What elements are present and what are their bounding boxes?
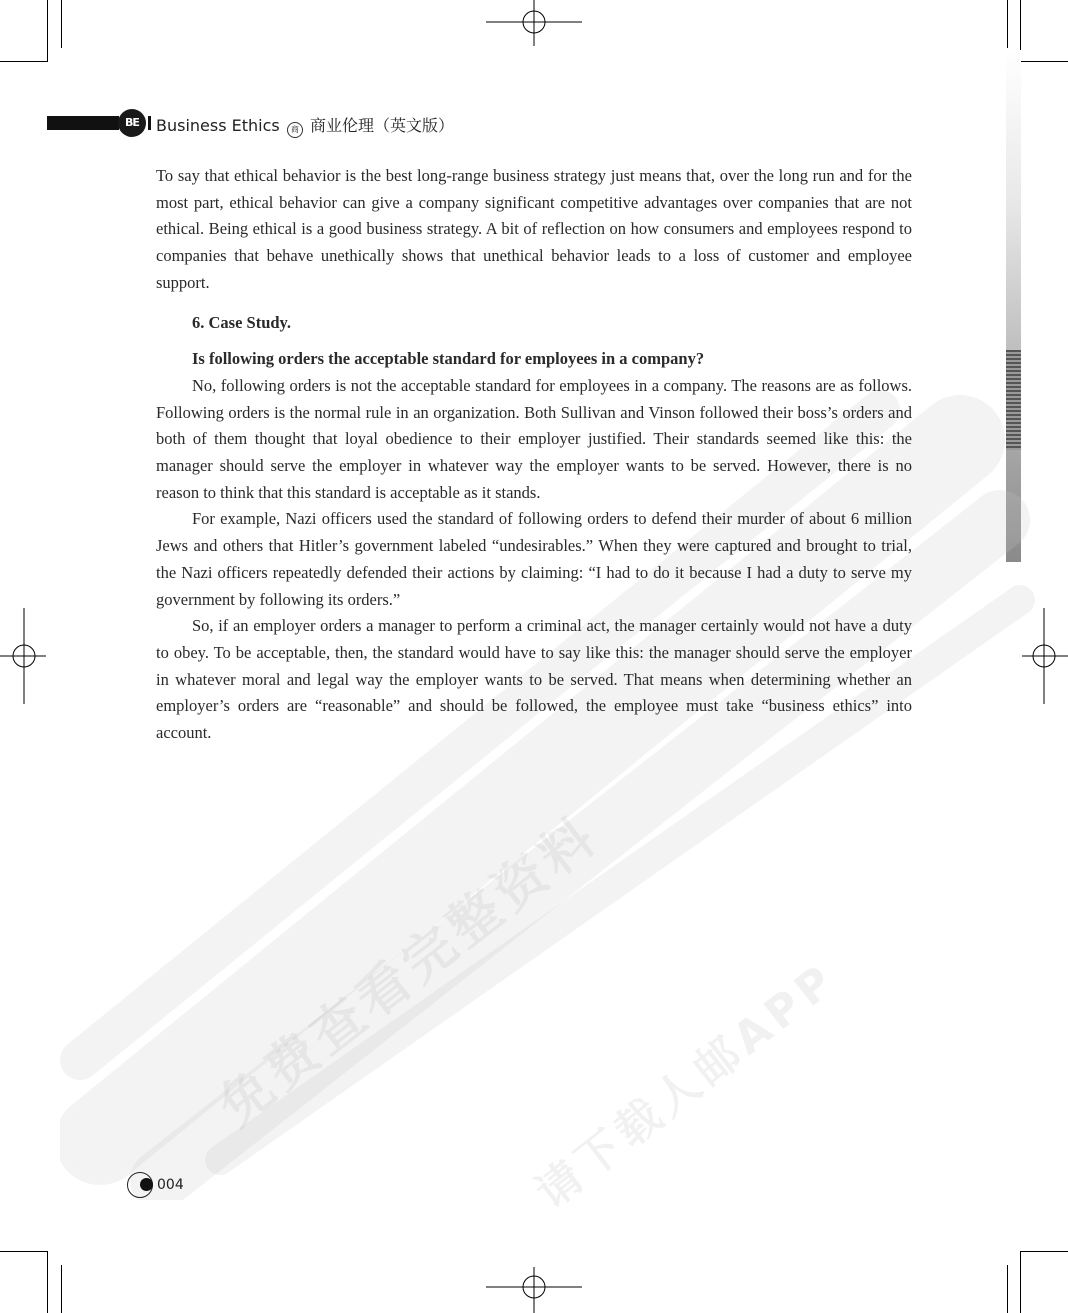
header-title-en: Business Ethics: [156, 116, 280, 135]
side-color-bar-dense: [1006, 350, 1021, 450]
crop-mark-bottom-right-v: [1007, 1265, 1008, 1313]
watermark-text-2: 请下载人邮APP: [526, 952, 848, 1219]
watermark-text-1: 免费查看完整资料: [208, 804, 611, 1138]
side-color-bar: [1006, 50, 1021, 562]
crop-mark-bottom-left-h: [0, 1251, 48, 1252]
registration-mark-right: [1020, 608, 1068, 704]
running-header: [156, 113, 454, 138]
case-question: Is following orders the acceptable standard for employees in a company?: [192, 349, 705, 369]
crop-mark-top-left-v: [61, 0, 62, 48]
page-number-icon: [127, 1172, 153, 1198]
paragraph-intro: To say that ethical behavior is the best long-range business strategy just means that, over the long run and for the most part, ethical behavior can give a company significant competitive advantages over companies that are not ethical. Being ethical is a good business strategy. A bit of reflection on how consumers and employees respond to companies that behave unethically shows that unethical behavior leads to a loss of customer and employee support.: [156, 166, 912, 292]
crop-mark-bottom-left-v: [61, 1265, 62, 1313]
paragraph-2: For example, Nazi officers used the standard of following orders to defend their murder of about 6 million Jews and others that Hitler’s government labeled “undesirables.” When they were captured and brought to trial, the Nazi officers repeatedly defended their actions by claiming: “I had to do it because I had a duty to serve my government by following its orders.”: [156, 509, 912, 609]
page-number: [127, 1172, 184, 1198]
crop-mark-bottom-right-v2: [1020, 1251, 1021, 1313]
paragraph-1: No, following orders is not the acceptable standard for employees in a company. The reasons are as follows. Following orders is the normal rule in an organization. Both Sullivan and Vinson followed their boss’s orders and both of them thought that loyal obedience to their employer justified. Their standards seemed like this: the manager should serve the employer in whatever way the employer wants to be served. However, there is no reason to think that this standard is acceptable as it stands.: [156, 375, 912, 502]
paragraph-3: So, if an employer orders a manager to perform a criminal act, the manager certainly would not have a duty to obey. To be acceptable, then, the standard would have to say like this: the manager should serve the employer in whatever moral and legal way the employer wants to be served. That means when determining whether an employer’s orders are “reasonable” and should be followed, the employee must take “business ethics” into account.: [156, 616, 912, 743]
registration-mark-top: [486, 0, 582, 48]
crop-mark-top-left-v2: [47, 0, 48, 61]
header-tick: [148, 116, 151, 130]
section-heading: 6. Case Study.: [192, 312, 292, 332]
header-logo: BE: [118, 109, 146, 137]
crop-mark-bottom-right-h: [1020, 1251, 1068, 1252]
page-content: [156, 163, 912, 747]
header-bar: [47, 116, 119, 130]
crop-mark-top-right-h: [1020, 61, 1068, 62]
registration-mark-bottom: [486, 1265, 582, 1313]
page-number-text: 004: [157, 1177, 184, 1193]
header-separator-icon: 商: [287, 122, 303, 138]
crop-mark-bottom-left-v2: [47, 1251, 48, 1313]
crop-mark-top-left-h: [0, 61, 48, 62]
crop-mark-top-right-v: [1007, 0, 1008, 48]
registration-mark-left: [0, 608, 48, 704]
header-title-cn: 商业伦理（英文版）: [309, 116, 454, 135]
